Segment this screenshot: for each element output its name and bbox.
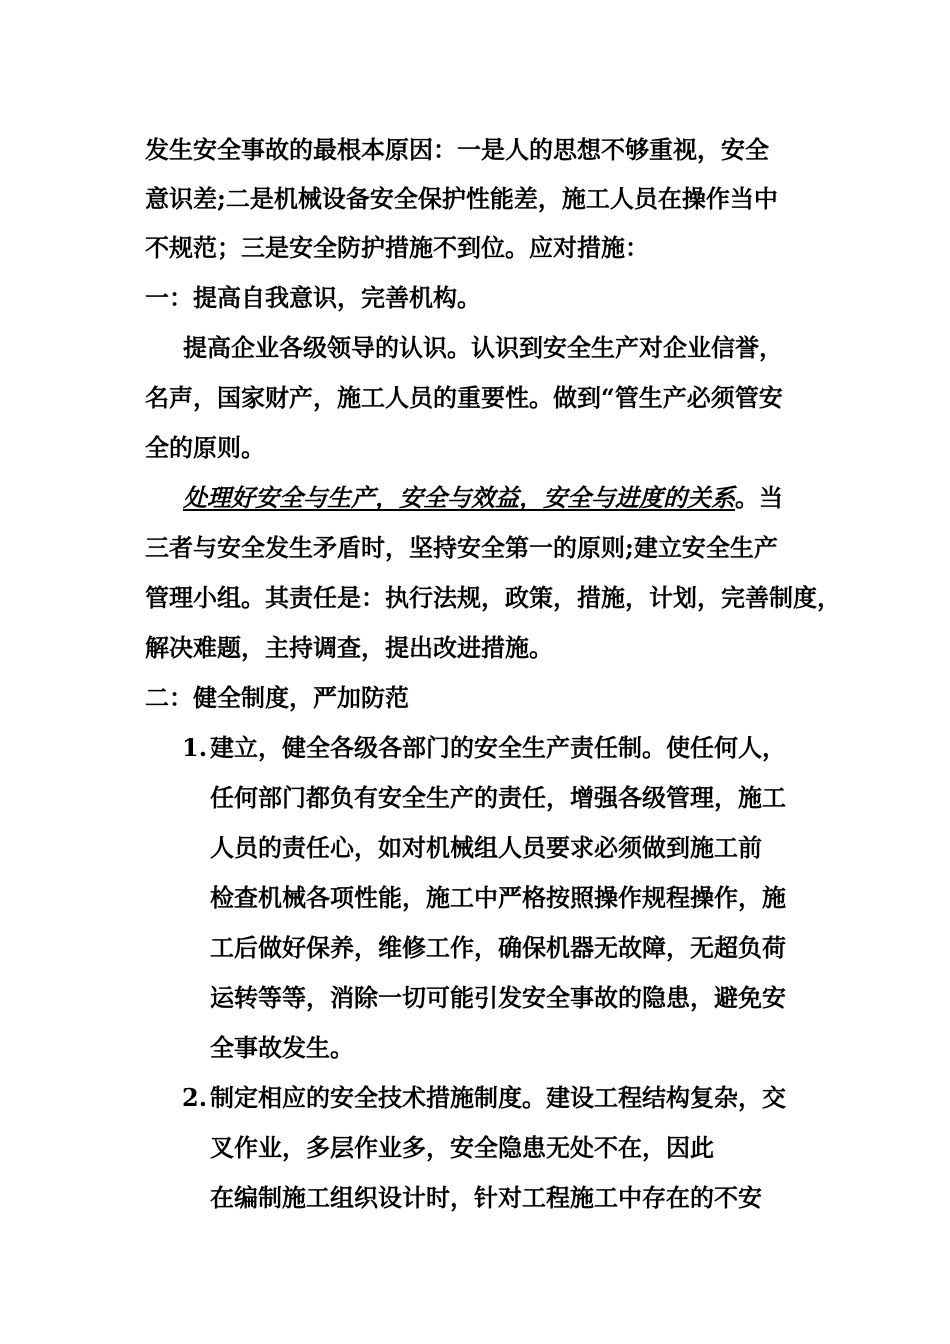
section-1-para-1-line-3: 全的原则。 [145, 433, 265, 462]
section-1-para-1-line-1: 提高企业各级领导的认识。认识到安全生产对企业信誉， [183, 333, 783, 362]
list-item-2-line-1: 制定相应的安全技术措施制度。建设工程结构复杂，交 [210, 1083, 786, 1112]
list-item-1-line-5: 工后做好保养，维修工作，确保机器无故障，无超负荷 [210, 933, 786, 962]
list-item-1-line-6: 运转等等，消除一切可能引发安全事故的隐患，避免安 [210, 983, 786, 1012]
list-item-1-number: 1. [182, 733, 208, 762]
list-item-1-line-7: 全事故发生。 [210, 1033, 354, 1062]
section-1-para-2-line-2: 三者与安全发生矛盾时，坚持安全第一的原则;建立安全生产 [145, 533, 778, 562]
list-item-1-line-4: 检查机械各项性能，施工中严格按照操作规程操作，施 [210, 883, 786, 912]
section-1-para-2-line-3: 管理小组。其责任是：执行法规，政策，措施，计划，完善制度， [145, 583, 841, 612]
list-item-2-number: 2. [182, 1083, 208, 1112]
emphasis-text: 处理好安全与生产，安全与效益，安全与进度的关系 [183, 483, 735, 512]
emphasis-trailing-text: 。当 [735, 483, 783, 512]
intro-line-3: 不规范；三是安全防护措施不到位。应对措施： [145, 233, 649, 262]
section-1-para-2-line-1 [183, 481, 863, 515]
list-item-2-line-3: 在编制施工组织设计时，针对工程施工中存在的不安 [210, 1183, 762, 1212]
section-1-para-2-line-4: 解决难题，主持调查，提出改进措施。 [145, 633, 553, 662]
section-1-para-1-line-2: 名声，国家财产，施工人员的重要性。做到“管生产必须管安 [145, 383, 783, 412]
list-item-1-line-3: 人员的责任心，如对机械组人员要求必须做到施工前 [210, 833, 762, 862]
list-item-2-line-2: 叉作业，多层作业多，安全隐患无处不在，因此 [210, 1133, 714, 1162]
list-item-1-line-2: 任何部门都负有安全生产的责任，增强各级管理，施工 [210, 783, 786, 812]
intro-line-2: 意识差;二是机械设备安全保护性能差，施工人员在操作当中 [145, 184, 778, 213]
section-1-heading: 一：提高自我意识，完善机构。 [145, 283, 481, 312]
intro-line-1: 发生安全事故的最根本原因：一是人的思想不够重视，安全 [145, 135, 769, 164]
list-item-1-line-1: 建立，健全各级各部门的安全生产责任制。使任何人， [210, 733, 786, 762]
section-2-heading: 二：健全制度，严加防范 [145, 683, 409, 712]
